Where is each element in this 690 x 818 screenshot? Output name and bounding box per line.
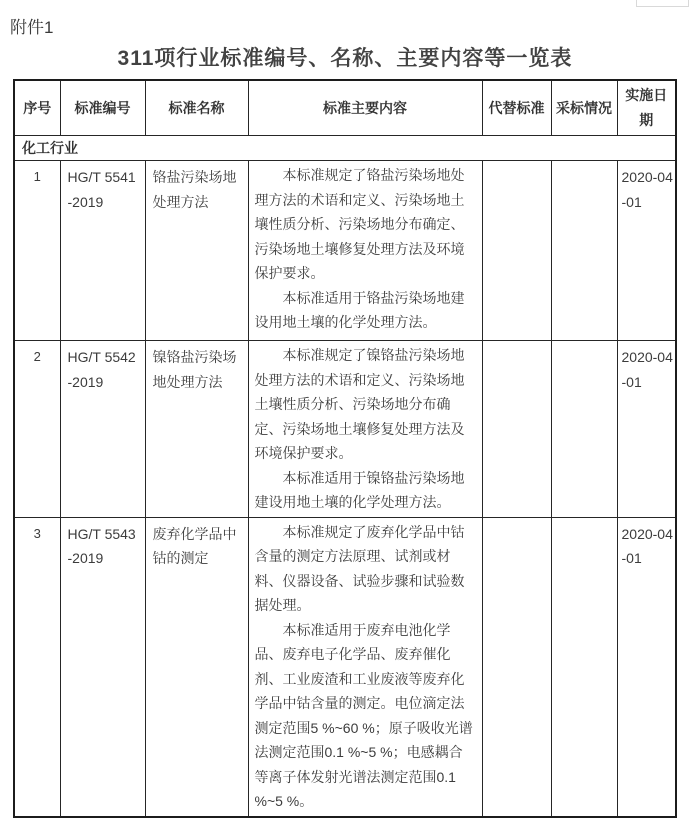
header-adoption-status: 采标情况 xyxy=(551,80,617,136)
content-paragraph: 本标准适用于镍铬盐污染场地建设用地土壤的化学处理方法。 xyxy=(254,469,465,510)
standard-name-cell: 废弃化学品中钴的测定 xyxy=(145,517,248,817)
adoption-status-cell xyxy=(551,161,617,341)
row-no-cell: 1 xyxy=(14,161,60,341)
table-row xyxy=(14,341,676,518)
table-row xyxy=(14,161,676,341)
section-row xyxy=(14,136,676,161)
content-cell xyxy=(248,341,482,518)
implementation-date-cell: 2020-04-01 xyxy=(617,517,676,817)
implementation-date-cell: 2020-04-01 xyxy=(617,161,676,341)
attachment-label: 附件1 xyxy=(10,18,54,37)
standard-name-cell: 铬盐污染场地处理方法 xyxy=(145,161,248,341)
replaced-standard-cell xyxy=(482,161,551,341)
header-replaced-standard: 代替标准 xyxy=(482,80,551,136)
header-implementation-date: 实施日期 xyxy=(617,80,676,136)
replaced-standard-cell xyxy=(482,517,551,817)
content-cell xyxy=(248,517,482,817)
row-no-cell: 2 xyxy=(14,341,60,518)
content-paragraph: 本标准规定了铬盐污染场地处理方法的术语和定义、污染场地土壤性质分析、污染场地分布确定、污染场地土壤修复处理方法及环境保护要求。 xyxy=(254,167,465,281)
content-cell xyxy=(248,161,482,341)
content-paragraph: 本标准适用于铬盐污染场地建设用地土壤的化学处理方法。 xyxy=(254,289,465,330)
table-row xyxy=(14,517,676,817)
cropped-ui-box xyxy=(636,0,689,7)
page-title: 311项行业标准编号、名称、主要内容等一览表 xyxy=(117,47,573,70)
header-serial-number: 序号 xyxy=(14,80,60,136)
replaced-standard-cell xyxy=(482,341,551,518)
header-main-content: 标准主要内容 xyxy=(248,80,482,136)
adoption-status-cell xyxy=(551,341,617,518)
header-standard-code: 标准编号 xyxy=(60,80,145,136)
content-paragraph: 本标准规定了镍铬盐污染场地处理方法的术语和定义、污染场地土壤性质分析、污染场地分布确定、污染场地土壤修复处理方法及环境保护要求。 xyxy=(254,347,465,461)
standards-table xyxy=(13,79,677,818)
table-header-row xyxy=(14,80,676,136)
standard-code-cell: HG/T 5543-2019 xyxy=(60,517,145,817)
standard-code-cell: HG/T 5542-2019 xyxy=(60,341,145,518)
standard-name-cell: 镍铬盐污染场地处理方法 xyxy=(145,341,248,518)
adoption-status-cell xyxy=(551,517,617,817)
section-label: 化工行业 xyxy=(14,136,676,161)
standard-code-cell: HG/T 5541-2019 xyxy=(60,161,145,341)
header-standard-name: 标准名称 xyxy=(145,80,248,136)
row-no-cell: 3 xyxy=(14,517,60,817)
implementation-date-cell: 2020-04-01 xyxy=(617,341,676,518)
content-paragraph: 本标准规定了废弃化学品中钴含量的测定方法原理、试剂或材料、仪器设备、试验步骤和试验数据处理。 xyxy=(254,523,465,613)
content-paragraph: 本标准适用于废弃电池化学品、废弃电子化学品、废弃催化剂、工业废渣和工业废液等废弃化学品中钴含量的测定。电位滴定法测定范围5 %~60 %；原子吸收光谱法测定范围0.1 %~5 %；电感耦合等离子体发射光谱法测定范围0.1 %~5 %。 xyxy=(254,621,473,809)
